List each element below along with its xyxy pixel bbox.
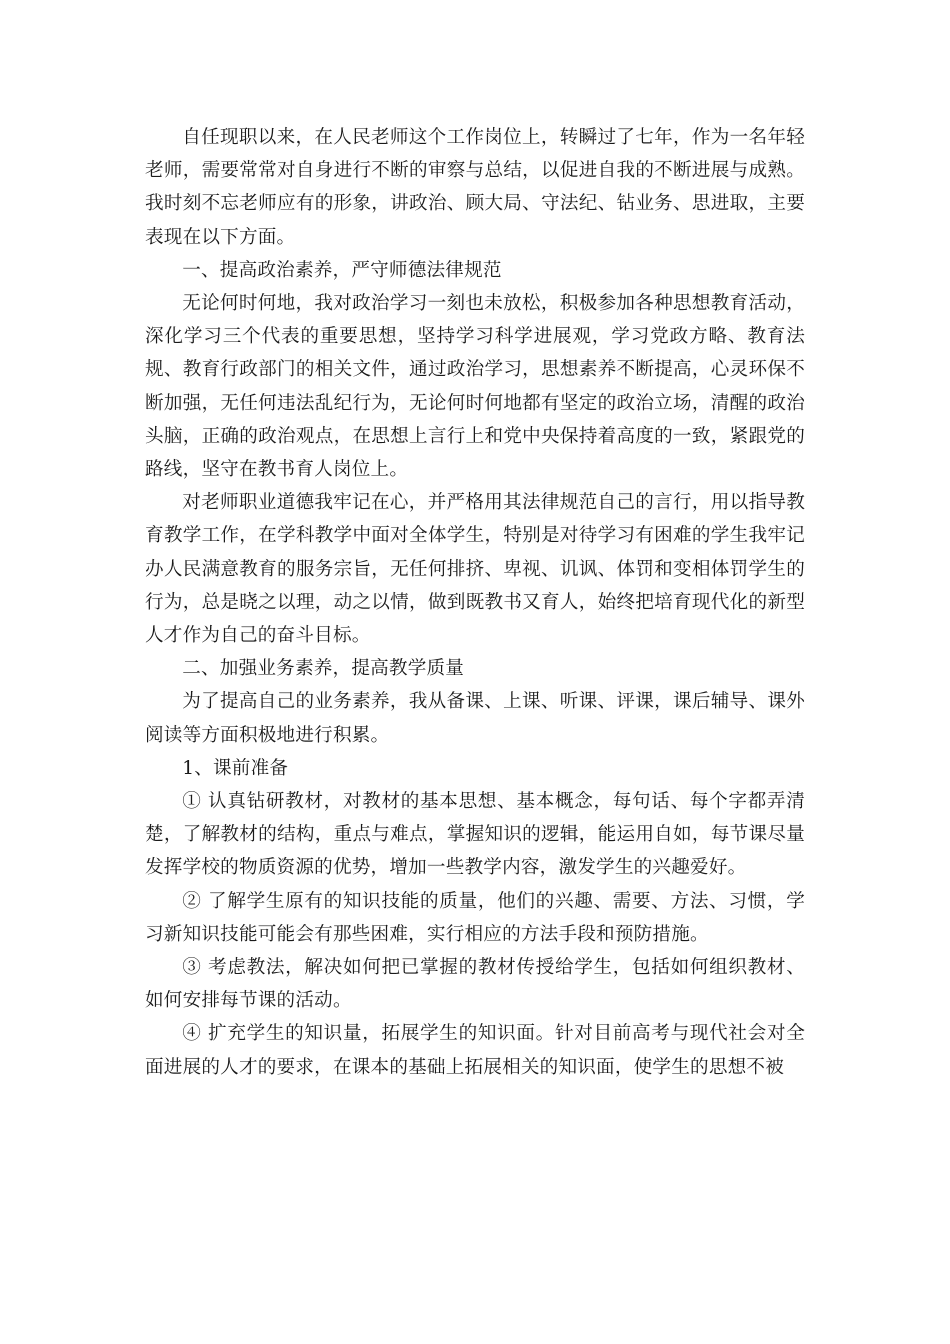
subsection-heading-1: 1、课前准备 [182, 757, 289, 779]
list-item-2: ② 了解学生原有的知识技能的质量，他们的兴趣、需要、方法、习惯，学习新知识技能可能会有那些困难，实行相应的方法手段和预防措施。 [145, 890, 805, 945]
political-study-paragraph: 无论何时何地，我对政治学习一刻也未放松，积极参加各种思想教育活动，深化学习三个代表的重要思想，坚持学习科学进展观，学习党政方略、教育法规、教育行政部门的相关文件，通过政治学习，思想素养不断提高，心灵环保不断加强，无任何违法乱纪行为，无论何时何地都有坚定的政治立场，清醒的政治头脑，正确的政治观点，在思想上言行上和党中央保持着高度的一致，紧跟党的路线，坚守在教书育人岗位上。 [145, 293, 805, 481]
section-heading-1: 一、提高政治素养，严守师德法律规范 [182, 259, 502, 281]
document-body [145, 121, 805, 1084]
list-item-1: ① 认真钻研教材，对教材的基本思想、基本概念，每句话、每个字都弄清楚，了解教材的结构，重点与难点，掌握知识的逻辑，能运用自如，每节课尽量发挥学校的物质资源的优势，增加一些教学内容，激发学生的兴趣爱好。 [145, 791, 805, 879]
list-item-4: ④ 扩充学生的知识量，拓展学生的知识面。针对目前高考与现代社会对全面进展的人才的要求，在课本的基础上拓展相关的知识面，使学生的思想不被 [145, 1023, 805, 1078]
intro-paragraph: 自任现职以来，在人民老师这个工作岗位上，转瞬过了七年，作为一名年轻老师，需要常常对自身进行不断的审察与总结，以促进自我的不断进展与成熟。我时刻不忘老师应有的形象，讲政治、顾大局、守法纪、钻业务、思进取，主要表现在以下方面。 [145, 127, 805, 248]
professional-paragraph: 为了提高自己的业务素养，我从备课、上课、听课、评课，课后辅导、课外阅读等方面积极地进行积累。 [145, 691, 805, 746]
list-item-3: ③ 考虑教法，解决如何把已掌握的教材传授给学生，包括如何组织教材、如何安排每节课的活动。 [145, 957, 805, 1012]
ethics-paragraph: 对老师职业道德我牢记在心，并严格用其法律规范自己的言行，用以指导教育教学工作，在学科教学中面对全体学生，特别是对待学习有困难的学生我牢记办人民满意教育的服务宗旨，无任何排挤、卑视、讥讽、体罚和变相体罚学生的行为，总是晓之以理，动之以情，做到既教书又育人，始终把培育现代化的新型人才作为自己的奋斗目标。 [145, 492, 805, 647]
section-heading-2: 二、加强业务素养，提高教学质量 [182, 658, 465, 680]
